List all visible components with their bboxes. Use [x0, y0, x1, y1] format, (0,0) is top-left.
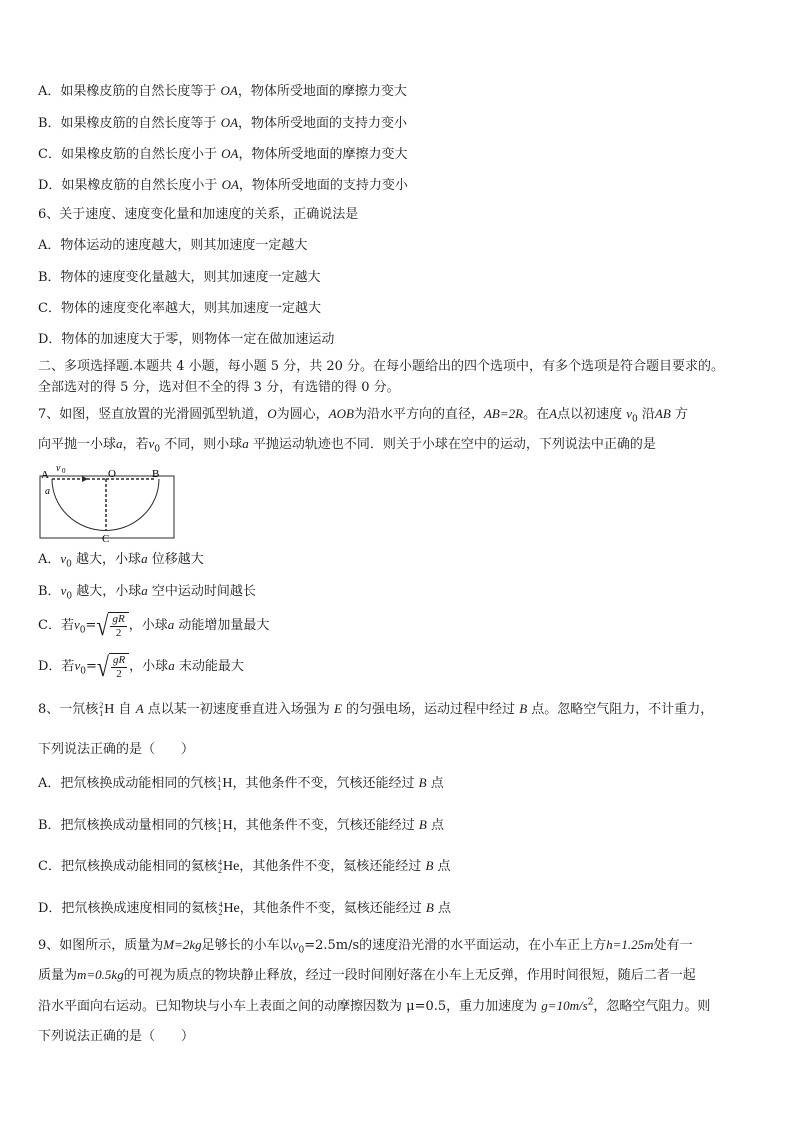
q7-option-c: C．若$v_0=$ √ $\frac{gR}{2}$ ，小球a 动能增加量最大: [38, 609, 270, 641]
sqrt-gr-over-2: √ $\frac{gR}{2}$: [96, 612, 128, 640]
q7-stem-line1: 7、如图，竖直放置的光滑圆弧型轨道，O为圆心，AOB为沿水平方向的直径，AB=2R。在A点以初速度 $v_0$ 沿AB 方: [38, 406, 688, 425]
section2-line1: 二、多项选择题.本题共 4 小题，每小题 5 分，共 20 分。在每小题给出的四个选项中，有多个选项是符合题目要求的。: [38, 359, 725, 374]
q6-option-b: B．物体的速度变化量越大，则其加速度一定越大: [38, 270, 321, 285]
q6-option-a: A．物体运动的速度越大，则其加速度一定越大: [38, 238, 308, 253]
q6-stem: 6、关于速度、速度变化量和加速度的关系，正确说法是: [38, 207, 359, 222]
section2-line2: 全部选对的得 5 分，选对但不全的得 3 分，有选错的得 0 分。: [38, 380, 400, 395]
diagram-label-c: C: [102, 533, 110, 542]
q5-option-a: A．如果橡皮筋的自然长度等于 OA，物体所受地面的摩擦力变大: [38, 83, 407, 99]
q5-option-b: B．如果橡皮筋的自然长度等于 OA，物体所受地面的支持力变小: [38, 115, 408, 131]
q5-option-d: D．如果橡皮筋的自然长度小于 OA，物体所受地面的支持力变小: [38, 177, 408, 193]
deuteron-symbol: 2 1 H: [99, 700, 115, 718]
q8-option-a: A．把氘核换成动能相同的氕核 1 1 H ，其他条件不变，氕核还能经过 B 点: [38, 774, 444, 792]
q9-stem-line1: 9、如图所示，质量为M=2kg足够长的小车以$v_0=2.5m/s$的速度沿光滑的水平面运动，在小车正上方h=1.25m处有一: [38, 937, 693, 956]
q7-stem-line2: 向平抛一小球a，若$v_0$ 不同，则小球a 平抛运动轨迹也不同．则关于小球在空中的运动，下列说法中正确的是: [38, 436, 656, 455]
protium-symbol: 1 1 H: [217, 816, 233, 834]
q6-option-d: D．物体的加速度大于零，则物体一定在做加速运动: [38, 332, 335, 347]
q7-option-a: A．$v_0$ 越大，小球a 位移越大: [38, 551, 204, 570]
diagram-label-a-point: A: [41, 469, 49, 481]
q6-option-c: C．物体的速度变化率越大，则其加速度一定越大: [38, 301, 321, 316]
diagram-label-v0-sub: 0: [62, 467, 66, 475]
q7-option-b: B．$v_0$ 越大，小球a 空中运动时间越长: [38, 583, 256, 602]
q8-stem-line2: 下列说法正确的是（ ）: [38, 742, 195, 757]
diagram-label-v0: v: [56, 463, 61, 474]
q9-stem-line3: 沿水平面向右运动。已知物块与小车上表面之间的动摩擦因数为 μ=0.5，重力加速度为 $g=10m/s^2$，忽略空气阻力。则: [38, 997, 711, 1014]
q9-stem-line2: 质量为m=0.5kg的可视为质点的物块静止释放，经过一段时间刚好落在小车上无反弹，作用时间很短，随后二者一起: [38, 967, 696, 983]
q5-option-c: C．如果橡皮筋的自然长度小于 OA，物体所受地面的摩擦力变大: [38, 146, 408, 162]
q7-option-d: D．若$v_0=$ √ $\frac{gR}{2}$ ，小球a 末动能最大: [38, 650, 244, 682]
q7-track-diagram: [38, 462, 178, 542]
q9-stem-line4: 下列说法正确的是（ ）: [38, 1029, 195, 1044]
q8-stem-line1: 8、一氘核 2 1 H 自 A 点以某一初速度垂直进入场强为 E 的匀强电场，运动过程中经过 B 点。忽略空气阻力，不计重力，: [38, 700, 714, 718]
q8-option-c: C．把氘核换成动能相同的氦核 4 2 He ，其他条件不变，氦核还能经过 B 点: [38, 857, 451, 875]
q8-option-b: B．把氘核换成动量相同的氕核 1 1 H ，其他条件不变，氕核还能经过 B 点: [38, 816, 444, 834]
diagram-label-ball-a: a: [45, 486, 50, 497]
q8-option-d: D．把氘核换成速度相同的氦核 4 2 He ，其他条件不变，氦核还能经过 B 点: [38, 899, 452, 917]
helium-symbol: 4 2 He: [217, 857, 240, 875]
protium-symbol: 1 1 H: [217, 774, 233, 792]
diagram-label-b: B: [152, 468, 160, 480]
diagram-label-o: O: [108, 468, 116, 480]
helium-symbol: 4 2 He: [218, 899, 240, 917]
sqrt-gr-over-2: √ $\frac{gR}{2}$: [97, 653, 129, 681]
